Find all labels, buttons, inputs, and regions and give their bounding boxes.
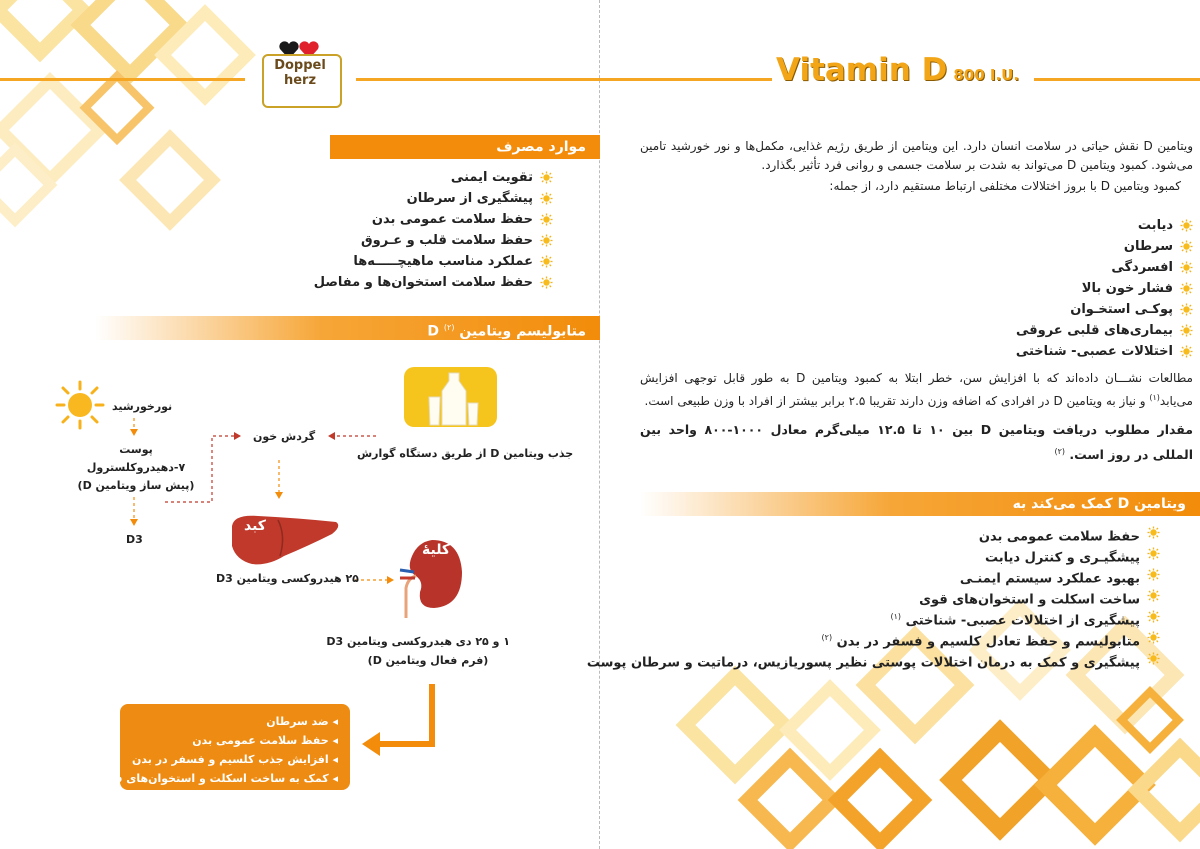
sun-bullet-icon [1180, 261, 1193, 274]
condition-item [640, 299, 1193, 320]
title-main: Vitamin D [776, 52, 948, 88]
benefit-item-label: کمک به ساخت اسکلت و استخوان‌های قوی [98, 772, 329, 785]
benefit-item [98, 769, 338, 788]
bullet-arrow-icon: ◂ [328, 753, 338, 766]
benefit-item-label: افزایش جذب کلسیم و فسفر در بدن [132, 753, 329, 766]
condition-item-label: دیابت [1137, 218, 1173, 233]
condition-item-label: سرطان [1123, 239, 1173, 254]
sun-bullet-icon [540, 234, 553, 247]
risk-paragraph [640, 369, 1193, 411]
condition-item-label: اختلالات عصبی- شناختی [1015, 344, 1173, 359]
bullet-arrow-icon: ◂ [328, 734, 338, 747]
helps-item-label: پیشگیری از اختلالات عصبی- شناختی [905, 613, 1140, 629]
skin-label [70, 441, 202, 495]
dosage-paragraph [640, 419, 1193, 466]
condition-item-label: بیماری‌های قلبی عروقی [1015, 323, 1173, 338]
condition-item [640, 278, 1193, 299]
risk-ref: (۱) [1149, 393, 1160, 402]
title-dosage: 800 I.U. [953, 66, 1020, 84]
active-vitamin-benefits-list [98, 704, 350, 788]
use-item-label: حفظ سلامت عمومی بدن [371, 212, 533, 227]
sun-bullet-icon [1180, 240, 1193, 253]
use-item [300, 272, 553, 293]
use-item-label: تقویت ایمنی [450, 170, 533, 185]
helps-item-label: ساخت اسکلت و استخوان‌های قوی [919, 592, 1140, 608]
helps-item [640, 543, 1160, 564]
sun-bullet-icon [540, 213, 553, 226]
sun-bullet-icon [1147, 526, 1160, 539]
liver-word: کبد [244, 518, 266, 534]
helps-heading: ویتامین D کمک می‌کند به [1012, 496, 1186, 512]
bullet-arrow-icon: ◂ [328, 715, 338, 728]
helps-item-label: پیشگیری و کمک به درمان اختلالات پوستی نظیر پسوریازیس، درماتیت و سرطان پوست [586, 655, 1140, 671]
benefit-item-label: حفظ سلامت عمومی بدن [192, 734, 329, 747]
metabolism-heading-ref: (۲) [443, 323, 455, 332]
benefit-item [120, 712, 338, 731]
intro-paragraph-2: کمبود ویتامین D با بروز اختلالات مختلفی ارتباط مستقیم دارد، از جمله: [829, 179, 1181, 193]
helps-heading-bar [640, 492, 1200, 516]
helps-item [640, 522, 1160, 543]
condition-item [640, 320, 1193, 341]
condition-item-label: فشار خون بالا [1081, 281, 1173, 296]
use-item-label: عملکرد مناسب ماهیچـــــه‌ها [353, 254, 533, 269]
use-item-label: حفظ سلامت قلب و عـروق [361, 233, 533, 248]
conditions-list [640, 215, 1193, 362]
sun-bullet-icon [1180, 324, 1193, 337]
sun-bullet-icon [1180, 303, 1193, 316]
sun-bullet-icon [1180, 345, 1193, 358]
skin-label-line-3: (پیش ساز ویتامین D) [77, 479, 195, 492]
doppelherz-logo [262, 40, 338, 104]
header-line-left [0, 78, 245, 81]
kidney-label-line-2: (فرم فعال ویتامین D) [367, 654, 489, 667]
use-item [300, 167, 553, 188]
risk-section [640, 369, 1193, 466]
skin-label-line-2: ۷-دهیدروکلسترول [86, 461, 186, 474]
helps-item-ref: (۲) [821, 633, 833, 642]
active-vitamin-benefits-box [98, 704, 350, 790]
header-line-right [1034, 78, 1200, 81]
sun-bullet-icon [540, 255, 553, 268]
header-line-middle [356, 78, 772, 81]
blood-circulation-label: گردش خون [253, 430, 316, 443]
sun-bullet-icon [1147, 610, 1160, 623]
helps-item [586, 648, 1160, 671]
risk-text-a: مطالعات نشـــان داده‌اند که با افزایش سن، خطر ابتلا به کمبود ویتامین D به طور قابل توجهی افزایش می‌یابد [640, 371, 1193, 408]
helps-item-label: حفظ سلامت عمومی بدن [978, 529, 1140, 545]
intro-section [640, 137, 1193, 196]
sun-bullet-icon [1147, 589, 1160, 602]
page-fold-line [599, 0, 600, 849]
benefit-item [120, 731, 338, 750]
helps-item-label: پیشگیـری و کنترل دیابت [984, 550, 1140, 566]
condition-item-label: افسردگی [1111, 260, 1173, 275]
milk-image [404, 367, 497, 427]
use-item [300, 251, 553, 272]
sun-bullet-icon [1147, 631, 1160, 644]
logo-text-top: Doppel [274, 58, 326, 73]
metabolism-heading: متابولیسم ویتامین D [427, 323, 586, 340]
condition-item [640, 236, 1193, 257]
condition-item [640, 215, 1193, 236]
d3-label: D3 [126, 533, 143, 546]
skin-label-line-1: پوست [119, 443, 153, 456]
dosage-ref: (۲) [1054, 447, 1066, 456]
helps-item-ref: (۱) [890, 612, 902, 621]
use-item [300, 230, 553, 251]
dosage-text: مقدار مطلوب دریافت ویتامین D بین ۱۰ تا ۱۲.۵ میلی‌گرم معادل ۱۰۰۰-۸۰۰ واحد بین المللی در روز است. [640, 422, 1193, 463]
sun-icon [55, 380, 105, 430]
helps-item [640, 564, 1160, 585]
logo-text-bottom: herz [283, 73, 317, 88]
sun-bullet-icon [1180, 219, 1193, 232]
bullet-arrow-icon: ◂ [328, 772, 338, 785]
sunlight-label: نورخورشید [112, 400, 173, 413]
use-item [300, 188, 553, 209]
sun-bullet-icon [1147, 547, 1160, 560]
kidney-word: کلیهٔ [422, 542, 451, 558]
risk-text-b: و نیاز به ویتامین D در افرادی که اضافه وزن دارند تقریبا ۲.۵ برابر بیشتر از افراد با وزن طبیعی است. [644, 394, 1150, 408]
condition-item [640, 341, 1193, 362]
use-item-label: پیشگیری از سرطان [406, 191, 533, 206]
sun-bullet-icon [540, 171, 553, 184]
benefit-item [120, 750, 338, 769]
use-item [300, 209, 553, 230]
page-title [776, 52, 1019, 92]
condition-item [640, 257, 1193, 278]
helps-item [640, 606, 1160, 627]
uses-list [300, 167, 553, 293]
uses-heading-bar [330, 135, 600, 159]
sun-bullet-icon [1147, 568, 1160, 581]
sun-bullet-icon [1180, 282, 1193, 295]
use-item-label: حفظ سلامت استخوان‌ها و مفاصل [313, 275, 533, 290]
sun-bullet-icon [540, 276, 553, 289]
intro-paragraph-1: ویتامین D نقش حیاتی در سلامت انسان دارد. این ویتامین از طریق رژیم غذایی، مکمل‌ها و نور خورشید تامین می‌شود. کمبود ویتامین D می‌تواند به شدت بر سلامت جسمی و روانی فرد تأثیر بگذارد. [640, 139, 1193, 172]
sun-bullet-icon [540, 192, 553, 205]
helps-item-label: متابولیسم و حفظ تعادل کلسیم و فسفر در بدن [836, 634, 1140, 650]
kidney-label [326, 632, 510, 670]
kidney-label-line-1: ۱ و ۲۵ دی هیدروکسی ویتامین D3 [326, 635, 510, 648]
benefit-item-label: ضد سرطان [266, 715, 329, 728]
absorption-label: جذب ویتامین D از طریق دستگاه گوارش [357, 447, 574, 460]
helps-item [640, 585, 1160, 606]
helps-item-label: بهبود عملکرد سیستم ایمنـی [959, 571, 1140, 587]
condition-item-label: پوکـی استخـوان [1070, 302, 1173, 317]
helps-list [586, 522, 1160, 671]
helps-item [640, 627, 1160, 648]
uses-heading: موارد مصرف [496, 139, 586, 155]
liver-label: ۲۵ هیدروکسی ویتامین D3 [216, 572, 359, 585]
metabolism-heading-bar [95, 316, 600, 340]
sun-bullet-icon [1147, 652, 1160, 665]
